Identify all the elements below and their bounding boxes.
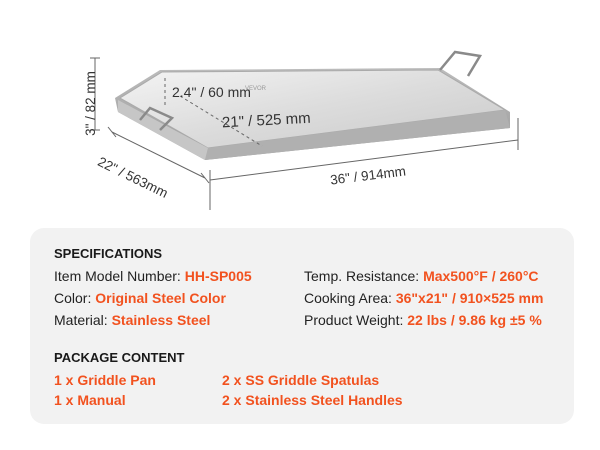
spec-row-weight [304, 312, 542, 328]
spec-row-temp [304, 268, 539, 284]
width-label: 36" / 914mm [329, 163, 407, 188]
spec-label: Material: [54, 312, 112, 328]
spec-row-model [54, 268, 252, 284]
spec-row-material [54, 312, 210, 328]
spec-value: Max500°F / 260°C [423, 268, 539, 284]
spec-value: 22 lbs / 9.86 kg ±5 % [407, 312, 542, 328]
package-item: 2 x SS Griddle Spatulas [222, 372, 380, 388]
spec-row-color [54, 290, 226, 306]
package-item: 2 x Stainless Steel Handles [222, 392, 403, 408]
griddle-pan [115, 68, 510, 160]
depth-label: 22" / 563mm [95, 154, 171, 201]
spec-label: Temp. Resistance: [304, 268, 424, 284]
inner-depth-label: 21" / 525 mm [221, 109, 312, 132]
spec-value: Original Steel Color [95, 290, 226, 306]
spec-value: Stainless Steel [111, 312, 211, 328]
specifications-title: SPECIFICATIONS [54, 246, 163, 261]
svg-text:VEVOR: VEVOR [245, 86, 267, 92]
rim-height-label: 2.4" / 60 mm [172, 84, 251, 100]
spec-row-cooking-area [304, 290, 543, 306]
spec-value: 36"x21" / 910×525 mm [395, 290, 544, 306]
spec-label: Product Weight: [304, 312, 408, 328]
product-diagram [0, 0, 600, 220]
package-item: 1 x Griddle Pan [54, 372, 156, 388]
specifications-card [30, 228, 574, 424]
height-label: 3" / 82 mm [82, 71, 98, 136]
spec-label: Item Model Number: [54, 268, 185, 284]
spec-value: HH-SP005 [184, 268, 252, 284]
package-item: 1 x Manual [54, 392, 126, 408]
package-title: PACKAGE CONTENT [54, 350, 185, 365]
spec-label: Cooking Area: [304, 290, 396, 306]
spec-label: Color: [54, 290, 96, 306]
